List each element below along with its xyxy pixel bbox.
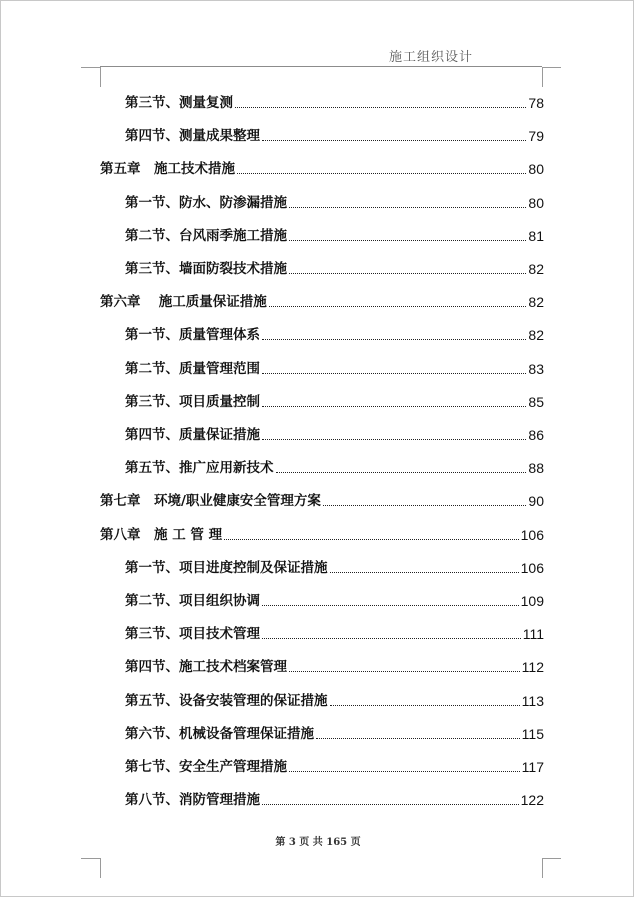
toc-entry-title: 第七章 环境/职业健康安全管理方案 bbox=[100, 493, 321, 510]
toc-entry-title: 第三节、项目质量控制 bbox=[125, 393, 260, 410]
toc-entry-page-number: 112 bbox=[521, 659, 544, 676]
toc-entry-page-number: 115 bbox=[521, 725, 544, 742]
toc-entry-page-number: 113 bbox=[521, 692, 544, 709]
toc-entry-title: 第四节、测量成果整理 bbox=[125, 128, 260, 145]
toc-entry-page-number: 106 bbox=[520, 559, 544, 576]
toc-entry[interactable] bbox=[125, 91, 544, 111]
toc-entry-page-number: 85 bbox=[528, 393, 544, 410]
crop-mark-bottom-left bbox=[81, 858, 100, 859]
crop-mark-bottom-right bbox=[542, 858, 543, 878]
toc-entry-page-number: 80 bbox=[528, 161, 544, 178]
toc-entry-title: 第四节、质量保证措施 bbox=[125, 427, 260, 443]
toc-entry-title: 第七节、安全生产管理措施 bbox=[125, 759, 287, 775]
toc-entry-page-number: 106 bbox=[520, 526, 544, 543]
toc-entry[interactable] bbox=[125, 755, 544, 775]
toc-entry[interactable] bbox=[125, 589, 544, 609]
toc-entry-title: 第一节、项目进度控制及保证措施 bbox=[125, 559, 328, 576]
toc-entry-page-number: 117 bbox=[521, 759, 544, 775]
toc-entry[interactable] bbox=[125, 556, 544, 576]
crop-mark-top-right bbox=[542, 67, 561, 68]
toc-dot-leader bbox=[289, 207, 526, 208]
toc-entry-page-number: 78 bbox=[528, 95, 544, 111]
toc-dot-leader bbox=[262, 638, 521, 639]
toc-entry-page-number: 90 bbox=[528, 493, 544, 510]
toc-dot-leader bbox=[276, 472, 527, 473]
toc-entry[interactable] bbox=[100, 523, 544, 543]
toc-entry[interactable] bbox=[125, 224, 544, 244]
toc-dot-leader bbox=[269, 306, 527, 307]
toc-dot-leader bbox=[224, 539, 519, 540]
toc-dot-leader bbox=[330, 572, 519, 573]
toc-entry[interactable] bbox=[125, 257, 544, 277]
toc-entry-page-number: 111 bbox=[522, 626, 544, 643]
page-number-footer: 第 3 页 共 165 页 bbox=[275, 837, 361, 848]
toc-entry-page-number: 82 bbox=[528, 294, 544, 311]
toc-entry[interactable] bbox=[125, 423, 544, 443]
crop-mark-top-left bbox=[100, 67, 101, 87]
toc-entry-title: 第六节、机械设备管理保证措施 bbox=[125, 725, 314, 742]
toc-entry-title: 第八章 施 工 管 理 bbox=[100, 526, 223, 543]
toc-entry-title: 第二节、质量管理范围 bbox=[125, 360, 260, 377]
toc-entry-page-number: 83 bbox=[528, 360, 544, 377]
toc-entry-title: 第二节、台风雨季施工措施 bbox=[125, 227, 287, 244]
toc-entry[interactable] bbox=[100, 157, 544, 177]
toc-entry-title: 第一节、防水、防渗漏措施 bbox=[125, 194, 287, 211]
toc-entry-page-number: 86 bbox=[528, 427, 544, 443]
toc-entry-page-number: 88 bbox=[528, 460, 544, 477]
toc-entry[interactable] bbox=[125, 689, 544, 709]
toc-entry[interactable] bbox=[100, 290, 544, 310]
toc-dot-leader bbox=[262, 439, 526, 440]
toc-entry-title: 第二节、项目组织协调 bbox=[125, 593, 260, 609]
toc-entry-title: 第四节、施工技术档案管理 bbox=[125, 659, 287, 676]
toc-entry-page-number: 109 bbox=[520, 593, 544, 609]
toc-entry-title: 第三节、墙面防裂技术措施 bbox=[125, 261, 287, 277]
toc-entry[interactable] bbox=[100, 489, 544, 509]
toc-dot-leader bbox=[316, 738, 520, 739]
toc-entry-title: 第六章 施工质量保证措施 bbox=[100, 294, 267, 311]
toc-entry[interactable] bbox=[125, 390, 544, 410]
page-header-title: 施工组织设计 bbox=[388, 50, 473, 65]
toc-entry[interactable] bbox=[125, 788, 544, 808]
toc-entry-title: 第一节、质量管理体系 bbox=[125, 327, 260, 344]
toc-entry[interactable] bbox=[125, 622, 544, 642]
toc-entry[interactable] bbox=[125, 722, 544, 742]
toc-dot-leader bbox=[323, 505, 526, 506]
toc-entry[interactable] bbox=[125, 357, 544, 377]
toc-dot-leader bbox=[235, 107, 526, 108]
header-rule bbox=[100, 66, 542, 67]
crop-mark-bottom-left bbox=[100, 858, 101, 878]
toc-dot-leader bbox=[289, 273, 526, 274]
toc-dot-leader bbox=[289, 240, 526, 241]
toc-entry[interactable] bbox=[125, 124, 544, 144]
toc-dot-leader bbox=[237, 173, 526, 174]
toc-entry-title: 第三节、项目技术管理 bbox=[125, 626, 260, 643]
toc-dot-leader bbox=[262, 605, 519, 606]
toc-entry-title: 第五节、推广应用新技术 bbox=[125, 460, 274, 477]
toc-dot-leader bbox=[330, 705, 520, 706]
toc-entry-title: 第八节、消防管理措施 bbox=[125, 792, 260, 809]
toc-entry-title: 第五章 施工技术措施 bbox=[100, 161, 235, 178]
toc-entry-title: 第三节、测量复测 bbox=[125, 95, 233, 111]
toc-entry-title: 第五节、设备安装管理的保证措施 bbox=[125, 692, 328, 709]
toc-entry[interactable] bbox=[125, 655, 544, 675]
toc-entry-page-number: 82 bbox=[528, 261, 544, 277]
crop-mark-top-right bbox=[542, 67, 543, 87]
toc-entry-page-number: 80 bbox=[528, 194, 544, 211]
toc-entry[interactable] bbox=[125, 323, 544, 343]
toc-dot-leader bbox=[262, 406, 526, 407]
toc-dot-leader bbox=[262, 373, 526, 374]
toc-dot-leader bbox=[262, 804, 519, 805]
toc-dot-leader bbox=[262, 140, 526, 141]
toc-dot-leader bbox=[289, 771, 520, 772]
toc-entry-page-number: 82 bbox=[528, 327, 544, 344]
crop-mark-bottom-right bbox=[542, 858, 561, 859]
toc-entry-page-number: 122 bbox=[520, 792, 544, 809]
crop-mark-top-left bbox=[81, 67, 100, 68]
toc-dot-leader bbox=[289, 671, 520, 672]
toc-entry[interactable] bbox=[125, 191, 544, 211]
toc-dot-leader bbox=[262, 339, 526, 340]
toc-entry[interactable] bbox=[125, 456, 544, 476]
toc-entry-page-number: 79 bbox=[528, 128, 544, 145]
toc-entry-page-number: 81 bbox=[528, 227, 544, 244]
